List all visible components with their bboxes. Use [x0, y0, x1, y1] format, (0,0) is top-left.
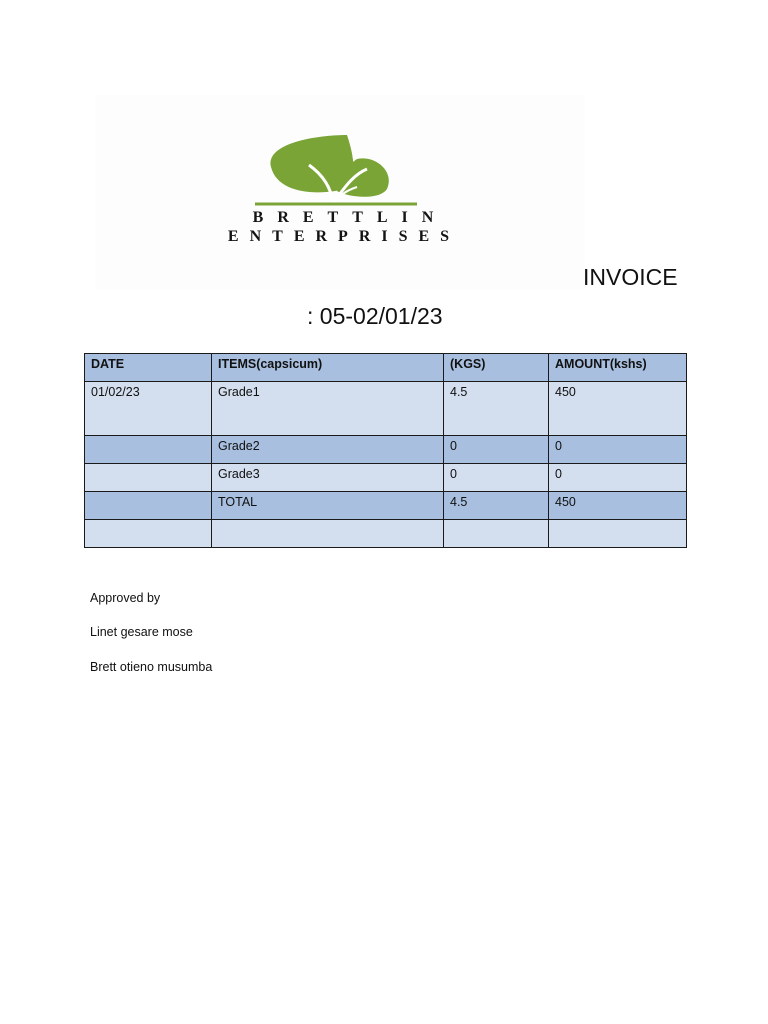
header-kgs: (KGS): [444, 354, 549, 382]
table-header-row: [85, 354, 687, 382]
table-row: [85, 382, 687, 436]
table-total-row: [85, 492, 687, 520]
invoice-number: : 05-02/01/23: [307, 303, 443, 329]
cell-item: Grade2: [212, 436, 444, 464]
cell-date: 01/02/23: [85, 382, 212, 436]
cell-date: [85, 520, 212, 548]
cell-kgs: [444, 520, 549, 548]
cell-amount: 450: [549, 492, 687, 520]
cell-date: [85, 464, 212, 492]
cell-item: [212, 520, 444, 548]
company-logo: [95, 95, 585, 290]
cell-amount: 0: [549, 436, 687, 464]
cell-kgs: 4.5: [444, 382, 549, 436]
cell-item: TOTAL: [212, 492, 444, 520]
cell-kgs: 0: [444, 464, 549, 492]
cell-kgs: 4.5: [444, 492, 549, 520]
cell-item: Grade1: [212, 382, 444, 436]
header-items: ITEMS(capsicum): [212, 354, 444, 382]
cell-amount: [549, 520, 687, 548]
cell-kgs: 0: [444, 436, 549, 464]
invoice-title: INVOICE: [583, 264, 678, 290]
table-empty-row: [85, 520, 687, 548]
cell-date: [85, 492, 212, 520]
cell-amount: 450: [549, 382, 687, 436]
logo-text-line1: BRETTLIN: [252, 209, 448, 226]
cell-amount: 0: [549, 464, 687, 492]
logo-text-line2: ENTERPRISES: [227, 228, 461, 245]
table-row: [85, 464, 687, 492]
leaf-logo-icon: [95, 95, 585, 290]
cell-item: Grade3: [212, 464, 444, 492]
approver-name: Brett otieno musumba: [90, 660, 213, 674]
invoice-table: [84, 353, 687, 548]
approver-name: Linet gesare mose: [90, 625, 193, 639]
header-date: DATE: [85, 354, 212, 382]
table-row: [85, 436, 687, 464]
approved-by-label: Approved by: [90, 591, 161, 605]
cell-date: [85, 436, 212, 464]
header-amount: AMOUNT(kshs): [549, 354, 687, 382]
